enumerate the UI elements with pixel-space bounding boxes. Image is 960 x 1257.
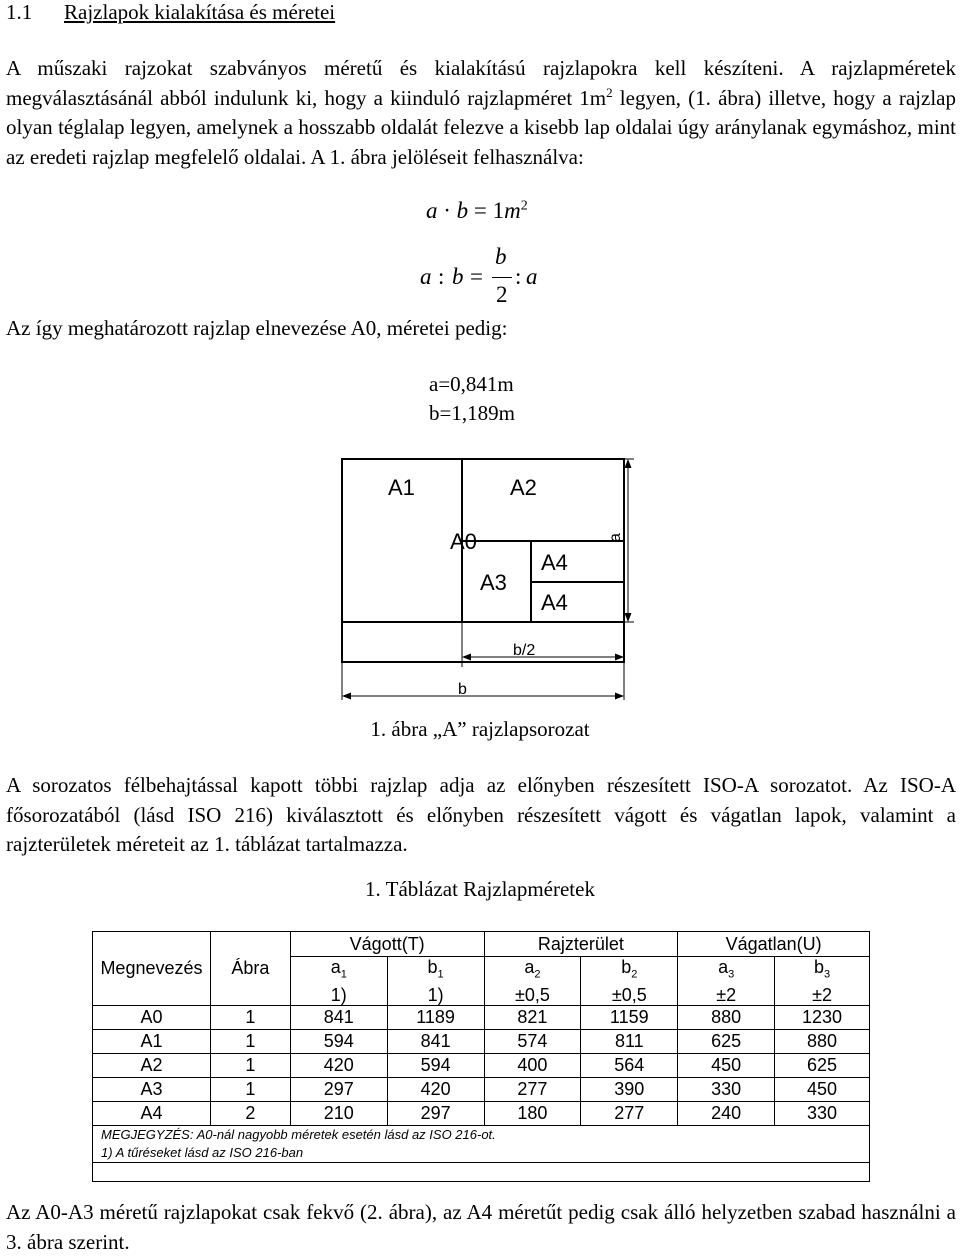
label-dim-a: a xyxy=(607,533,624,542)
table-cell: 330 xyxy=(775,1101,870,1125)
paper-size-table xyxy=(92,931,870,1182)
section-heading xyxy=(6,0,335,25)
eq1-equals: = xyxy=(473,198,487,223)
table-row xyxy=(93,1005,870,1029)
label-a0: A0 xyxy=(450,529,477,554)
table-cell: 277 xyxy=(484,1077,581,1101)
table-row xyxy=(93,1101,870,1125)
eq2-colon2: : xyxy=(515,264,522,289)
table-cell: A4 xyxy=(93,1101,211,1125)
table-cell: 390 xyxy=(581,1077,678,1101)
eq2-a2: a xyxy=(526,264,538,289)
table-padding-row xyxy=(93,1162,870,1181)
table-cell: 450 xyxy=(775,1077,870,1101)
eq2-numerator: b xyxy=(495,244,507,269)
label-dim-b2: b/2 xyxy=(513,642,536,659)
table-cell: 1 xyxy=(210,1053,290,1077)
name-paragraph: Az így meghatározott rajzlap elnevezése A0, méretei pedig: xyxy=(6,316,508,340)
table-row xyxy=(93,1029,870,1053)
eq1-exponent: 2 xyxy=(520,198,528,214)
table-cell: 625 xyxy=(775,1053,870,1077)
table-cell: 420 xyxy=(290,1053,387,1077)
table-cell: 564 xyxy=(581,1053,678,1077)
table-group-header-row xyxy=(93,932,870,957)
eq1-m: m xyxy=(504,198,521,223)
label-dim-b: b xyxy=(458,681,467,698)
table-cell: A3 xyxy=(93,1077,211,1101)
table-cell: 330 xyxy=(678,1077,775,1101)
header-name: Megnevezés xyxy=(93,932,211,1006)
table-cell: 811 xyxy=(581,1029,678,1053)
dim-a-arrow-top xyxy=(625,459,632,468)
paper-series-figure xyxy=(0,452,960,722)
table-footnote: 1) A tűréseket lásd az ISO 216-ban xyxy=(93,1144,870,1163)
table-cell: 450 xyxy=(678,1053,775,1077)
table-cell: 240 xyxy=(678,1101,775,1125)
table-cell: 400 xyxy=(484,1053,581,1077)
table-cell: 277 xyxy=(581,1101,678,1125)
subheader-cell: $b_2$ ±0,5 xyxy=(581,957,678,1006)
table-note: MEGJEGYZÉS: A0-nál nagyobb méretek esetén lásd az ISO 216-ot. xyxy=(93,1125,870,1144)
label-a4-bottom: A4 xyxy=(541,590,568,615)
figure-caption: 1. ábra „A” rajzlapsorozat xyxy=(370,717,590,741)
dim-b2-arrow-right xyxy=(615,654,624,661)
equation-ratio xyxy=(420,244,570,310)
eq2-b: b xyxy=(452,264,464,289)
table-cell: A0 xyxy=(93,1005,211,1029)
table-cell: A2 xyxy=(93,1053,211,1077)
eq1-dot: · xyxy=(443,198,451,223)
eq2-equals: = xyxy=(470,264,483,289)
table-cell: 880 xyxy=(678,1005,775,1029)
label-a2: A2 xyxy=(510,475,537,500)
eq2-colon1: : xyxy=(438,264,445,289)
section-number: 1.1 xyxy=(6,0,33,24)
intro-text-1: A műszaki rajzokat szabványos méretű és kialakítású rajzlapokra kell készíteni. A rajzlapméretek megválasztásánál abból indulunk ki, hogy a kiinduló rajzlapméret 1m xyxy=(6,56,956,110)
intro-paragraph xyxy=(6,54,956,172)
table-padding-cell xyxy=(93,1162,870,1181)
dim-b-arrow-right xyxy=(615,693,624,700)
dim-b-arrow-left xyxy=(342,693,351,700)
table-row xyxy=(93,1077,870,1101)
table-cell: 180 xyxy=(484,1101,581,1125)
dim-b2-arrow-left xyxy=(462,654,471,661)
label-a3: A3 xyxy=(480,570,507,595)
series-paragraph: A sorozatos félbehajtással kapott többi rajzlap adja az előnyben részesített ISO-A sorozatot. Az ISO-A fősorozatából (lásd ISO 216) kiválasztott és előnyben részesített vágott és vágatlan lapok, valamint a rajzterületek méreteit az 1. táblázat tartalmazza. xyxy=(6,773,956,856)
table-cell: 1189 xyxy=(387,1005,484,1029)
table-row xyxy=(93,1053,870,1077)
table-cell: A1 xyxy=(93,1029,211,1053)
table-cell: 420 xyxy=(387,1077,484,1101)
table-cell: 210 xyxy=(290,1101,387,1125)
dim-b-value: b=1,189m xyxy=(429,401,515,425)
table-cell: 625 xyxy=(678,1029,775,1053)
table-cell: 821 xyxy=(484,1005,581,1029)
group-drawing-area: Rajzterület xyxy=(484,932,678,957)
table-title: 1. Táblázat Rajzlapméretek xyxy=(365,877,595,901)
eq2-fraction-bar xyxy=(492,277,512,278)
table-cell: 1 xyxy=(210,1005,290,1029)
label-a1: A1 xyxy=(388,475,415,500)
subheader-cell: $a_3$ ±2 xyxy=(678,957,775,1006)
label-a4-top: A4 xyxy=(541,550,568,575)
intro-superscript: 2 xyxy=(606,84,613,100)
eq1-a: a xyxy=(426,198,438,223)
subheader-cell: $a_1$ 1) xyxy=(290,957,387,1006)
header-figure: Ábra xyxy=(210,932,290,1006)
table-cell: 880 xyxy=(775,1029,870,1053)
dim-a-value: a=0,841m xyxy=(429,372,514,396)
intro-text-2: legyen, (1. ábra) illetve, hogy a rajzlap olyan téglalap legyen, amelynek a hosszabb oldalát felezve a kisebb lap oldalai úgy aránylanak egymáshoz, mint az eredeti rajzlap megfelelő oldalai. A 1. ábra jelöléseit felhasználva: xyxy=(6,85,956,169)
table-cell: 1159 xyxy=(581,1005,678,1029)
table-cell: 574 xyxy=(484,1029,581,1053)
table-cell: 297 xyxy=(387,1101,484,1125)
subheader-cell: $b_3$ ±2 xyxy=(775,957,870,1006)
table-cell: 297 xyxy=(290,1077,387,1101)
table-cell: 594 xyxy=(290,1029,387,1053)
figure-outer-rect xyxy=(342,459,624,662)
eq1-one: 1 xyxy=(492,198,505,223)
eq1-b: b xyxy=(456,198,469,223)
table-note-row xyxy=(93,1144,870,1163)
table-cell: 841 xyxy=(290,1005,387,1029)
table-cell: 1 xyxy=(210,1029,290,1053)
equation-area xyxy=(426,198,528,224)
table-cell: 594 xyxy=(387,1053,484,1077)
group-cut: Vágott(T) xyxy=(290,932,484,957)
eq2-a: a xyxy=(420,264,432,289)
group-uncut: Vágatlan(U) xyxy=(678,932,870,957)
table-cell: 1 xyxy=(210,1077,290,1101)
subheader-cell: $a_2$ ±0,5 xyxy=(484,957,581,1006)
table-note-row xyxy=(93,1125,870,1144)
table-cell: 2 xyxy=(210,1101,290,1125)
table-cell: 841 xyxy=(387,1029,484,1053)
eq2-denominator: 2 xyxy=(496,282,508,307)
section-title: Rajzlapok kialakítása és méretei xyxy=(64,0,336,24)
dimensions-block xyxy=(429,370,515,428)
table-cell: 1230 xyxy=(775,1005,870,1029)
subheader-cell: $b_1$ 1) xyxy=(387,957,484,1006)
dim-a-arrow-bottom xyxy=(625,613,632,622)
orientation-paragraph: Az A0-A3 méretű rajzlapokat csak fekvő (2. ábra), az A4 méretűt pedig csak álló helyzetben szabad használni a 3. ábra szerint. xyxy=(6,1200,956,1254)
